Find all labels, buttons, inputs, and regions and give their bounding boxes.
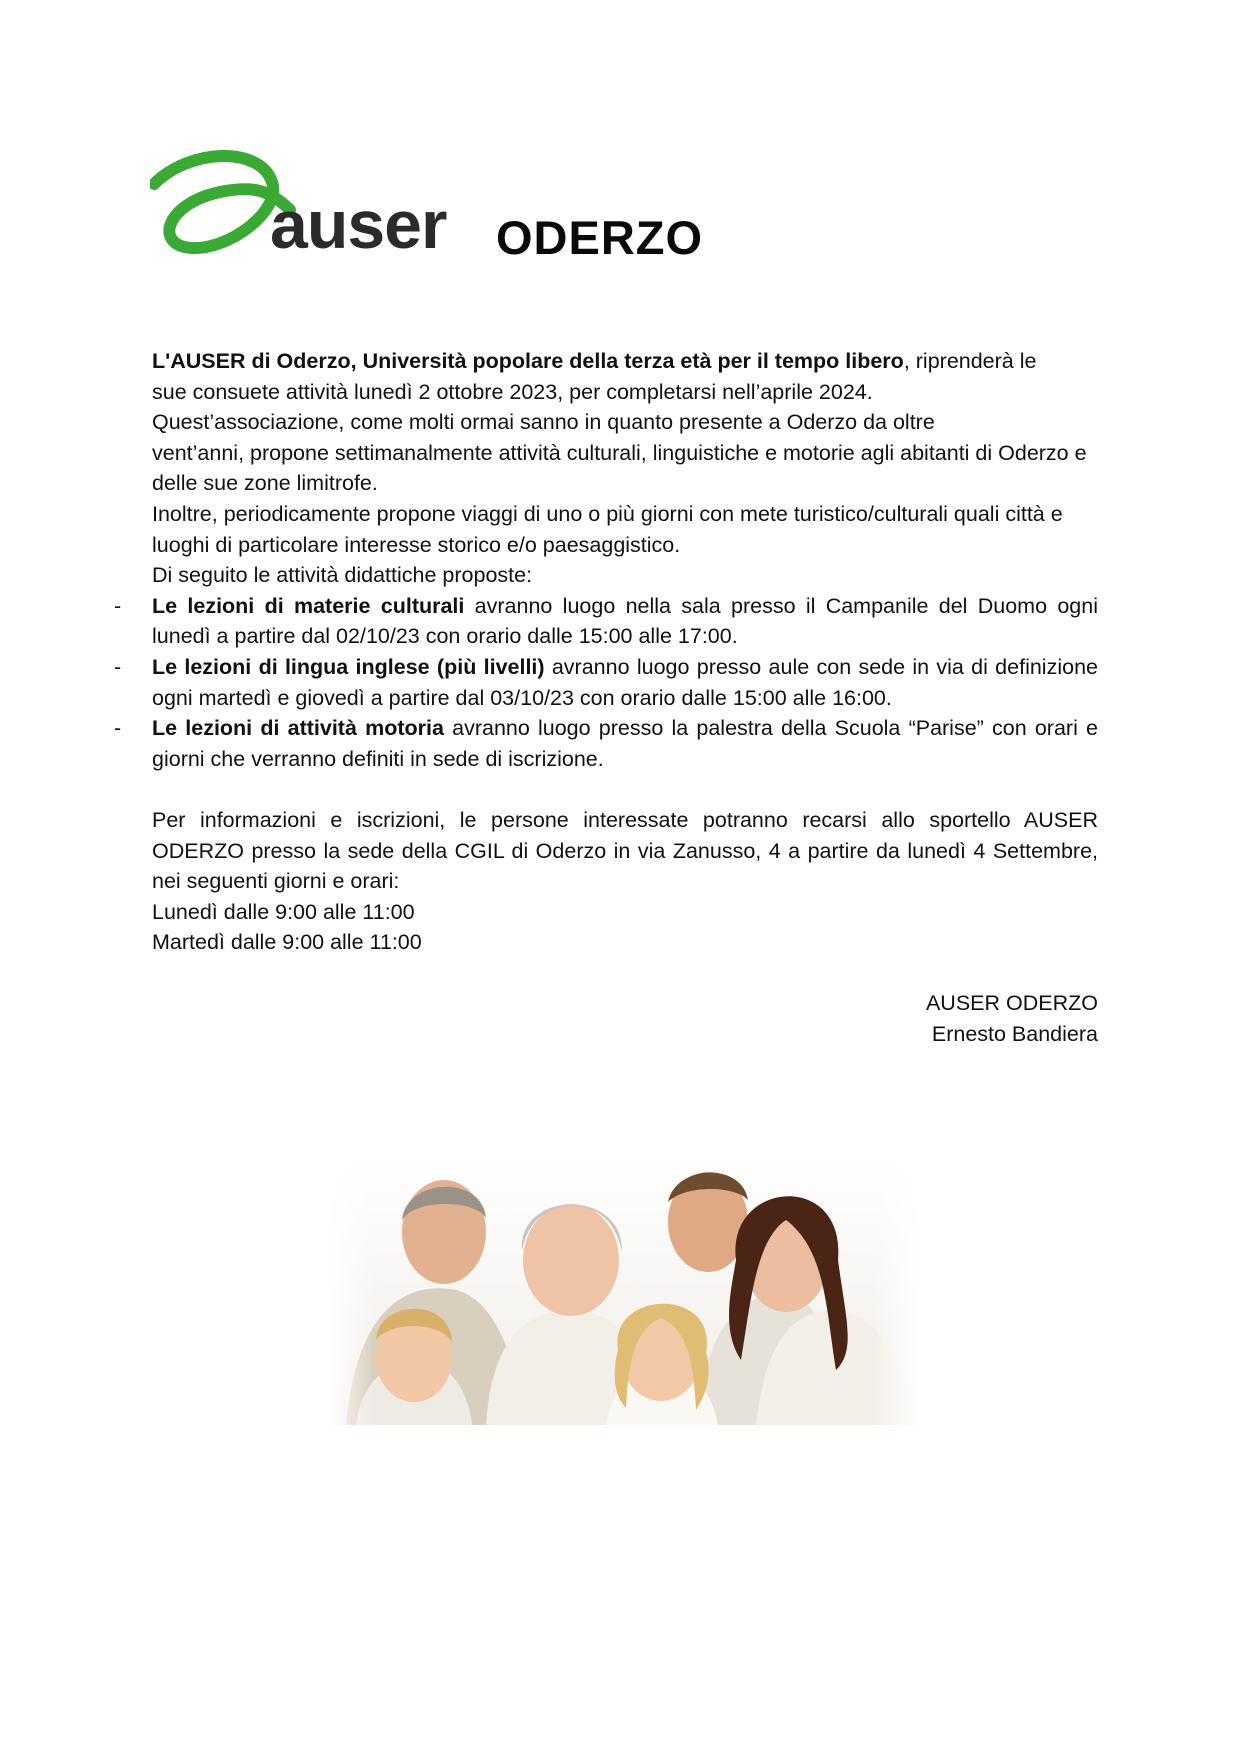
signature-name: Ernesto Bandiera [931,1022,1098,1047]
activity-text: avranno luogo nella sala presso il Campanile del Duomo ogni lunedì a partire dal 02/10/23 con orario dalle 15:00 alle 17:00. [152,593,1098,649]
list-bullet: - [114,593,122,618]
list-item [114,713,1098,774]
intro-line-2: sue consuete attività lunedì 2 ottobre 2023, per completarsi nell’aprile 2024. [152,379,873,404]
header [150,148,710,268]
signature-org: AUSER ODERZO [925,991,1098,1016]
list-bullet: - [114,654,122,679]
auser-logo [150,148,480,268]
para2-line-1: Quest’associazione, come molti ormai sanno in quanto presente a Oderzo da oltre [152,410,935,435]
para2-rest: vent’anni, propone settimanalmente attività culturali, linguistiche e motorie agli abitanti di Oderzo e delle sue zone limitrofe. [152,440,1087,496]
activity-title: Le lezioni di attività motoria [152,716,444,741]
family-photo [326,1160,922,1425]
schedule-monday: Lunedì dalle 9:00 alle 11:00 [152,899,415,924]
intro-line-1 [152,346,1098,377]
activity-title: Le lezioni di materie culturali [152,593,465,618]
list-item [114,652,1098,713]
list-bullet: - [114,716,122,741]
city-title: ODERZO [496,211,704,264]
para3: Inoltre, periodicamente propone viaggi di uno o più giorni con mete turistico/culturali quali città e luoghi di particolare interesse storico e/o paesaggistico. [152,501,1063,557]
letter-body [114,346,1098,1050]
activity-text: avranno luogo presso la palestra della Scuola “Parise” con orari e giorni che verranno definiti in sede di iscrizione. [152,716,1098,771]
list-item [114,591,1098,652]
para4: Di seguito le attività didattiche proposte: [152,563,533,588]
activity-title: Le lezioni di lingua inglese (più livelli) [152,654,545,679]
intro-rest: , riprenderà le [903,349,1037,373]
info-paragraph: Per informazioni e iscrizioni, le persone interessate potranno recarsi allo sportello AUSER ODERZO presso la sede della CGIL di Oderzo in via Zanusso, 4 a partire da lunedì 4 Settembre, nei seguenti giorni e orari: [152,807,1098,894]
schedule-tuesday: Martedì dalle 9:00 alle 11:00 [152,930,422,955]
activity-text: avranno luogo presso aule con sede in via di definizione ogni martedì e giovedì a partire dal 03/10/23 con orario dalle 15:00 alle 16:00. [152,654,1098,710]
logo-wordmark: auser [270,187,447,263]
activity-list [114,591,1098,775]
intro-bold: L'AUSER di Oderzo, Università popolare della terza età per il tempo libero [152,349,904,373]
